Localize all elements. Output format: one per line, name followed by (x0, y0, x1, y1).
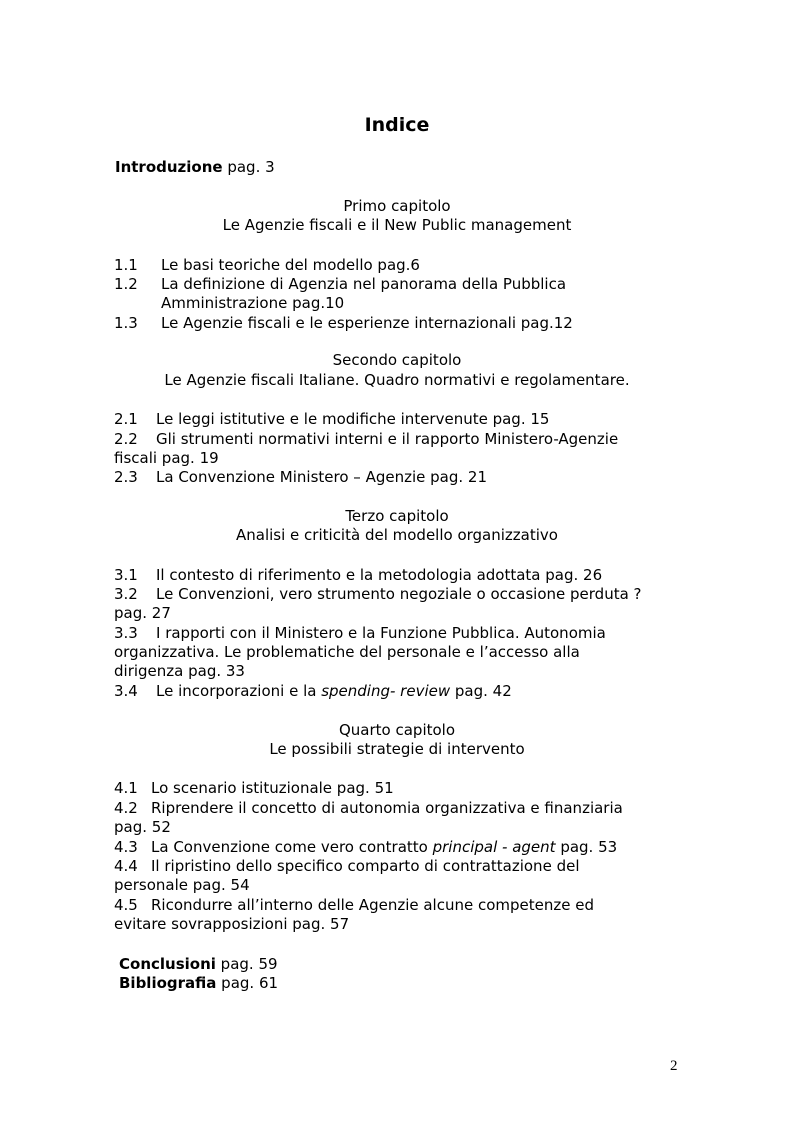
toc-item: 1.2 La definizione di Agenzia nel panorama della Pubblica (114, 275, 567, 293)
toc-item: 1.1 Le basi teoriche del modello pag.6 (114, 256, 420, 274)
intro-label: Introduzione (115, 158, 223, 176)
toc-intro (115, 158, 275, 177)
toc-item: 4.3 La Convenzione come vero contratto principal - agent pag. 53 (114, 838, 618, 856)
toc-item: 2.3 La Convenzione Ministero – Agenzie pag. 21 (114, 468, 487, 486)
toc-item: 3.4 Le incorporazioni e la spending- review pag. 42 (114, 682, 512, 700)
toc-item-continuation: organizzativa. Le problematiche del personale e l’accesso alla (114, 643, 580, 661)
page-title: Indice (364, 114, 430, 136)
chapter2-heading: Secondo capitolo (332, 351, 462, 369)
intro-page: pag. 3 (222, 158, 275, 176)
toc-bibliography: Bibliografia pag. 61 (119, 974, 279, 992)
toc-item: 4.5 Ricondurre all’interno delle Agenzie alcune competenze ed (114, 896, 594, 914)
toc-item-continuation: personale pag. 54 (114, 876, 250, 894)
toc-item-continuation: evitare sovrapposizioni pag. 57 (114, 915, 350, 933)
chapter3-subtitle: Analisi e criticità del modello organizzativo (236, 526, 558, 544)
toc-item-continuation: Amministrazione pag.10 (161, 294, 345, 312)
toc-item-continuation: fiscali pag. 19 (114, 449, 219, 467)
chapter3-heading: Terzo capitolo (345, 507, 449, 525)
toc-conclusions: Conclusioni pag. 59 (119, 955, 278, 973)
toc-item: 4.2 Riprendere il concetto di autonomia organizzativa e finanziaria (114, 799, 623, 817)
toc-item: 3.1 Il contesto di riferimento e la metodologia adottata pag. 26 (114, 566, 603, 584)
toc-item: 4.4 Il ripristino dello specifico comparto di contrattazione del (114, 857, 580, 875)
chapter2-subtitle: Le Agenzie fiscali Italiane. Quadro normativi e regolamentare. (164, 371, 630, 389)
toc-item-continuation: dirigenza pag. 33 (114, 662, 245, 680)
chapter1-subtitle: Le Agenzie fiscali e il New Public management (222, 216, 572, 234)
toc-item: 3.3 I rapporti con il Ministero e la Funzione Pubblica. Autonomia (114, 624, 606, 642)
page-number: 2 (670, 1058, 678, 1074)
chapter4-subtitle: Le possibili strategie di intervento (269, 740, 525, 758)
toc-item-continuation: pag. 27 (114, 604, 171, 622)
toc-item: 4.1 Lo scenario istituzionale pag. 51 (114, 779, 394, 797)
toc-item: 2.2 Gli strumenti normativi interni e il rapporto Ministero-Agenzie (114, 430, 619, 448)
toc-item: 2.1 Le leggi istitutive e le modifiche intervenute pag. 15 (114, 410, 550, 428)
chapter1-heading: Primo capitolo (343, 197, 451, 215)
toc-item: 3.2 Le Convenzioni, vero strumento negoziale o occasione perduta ? (114, 585, 642, 603)
chapter4-heading: Quarto capitolo (338, 721, 456, 739)
toc-item-continuation: pag. 52 (114, 818, 171, 836)
toc-item: 1.3 Le Agenzie fiscali e le esperienze internazionali pag.12 (114, 314, 573, 332)
